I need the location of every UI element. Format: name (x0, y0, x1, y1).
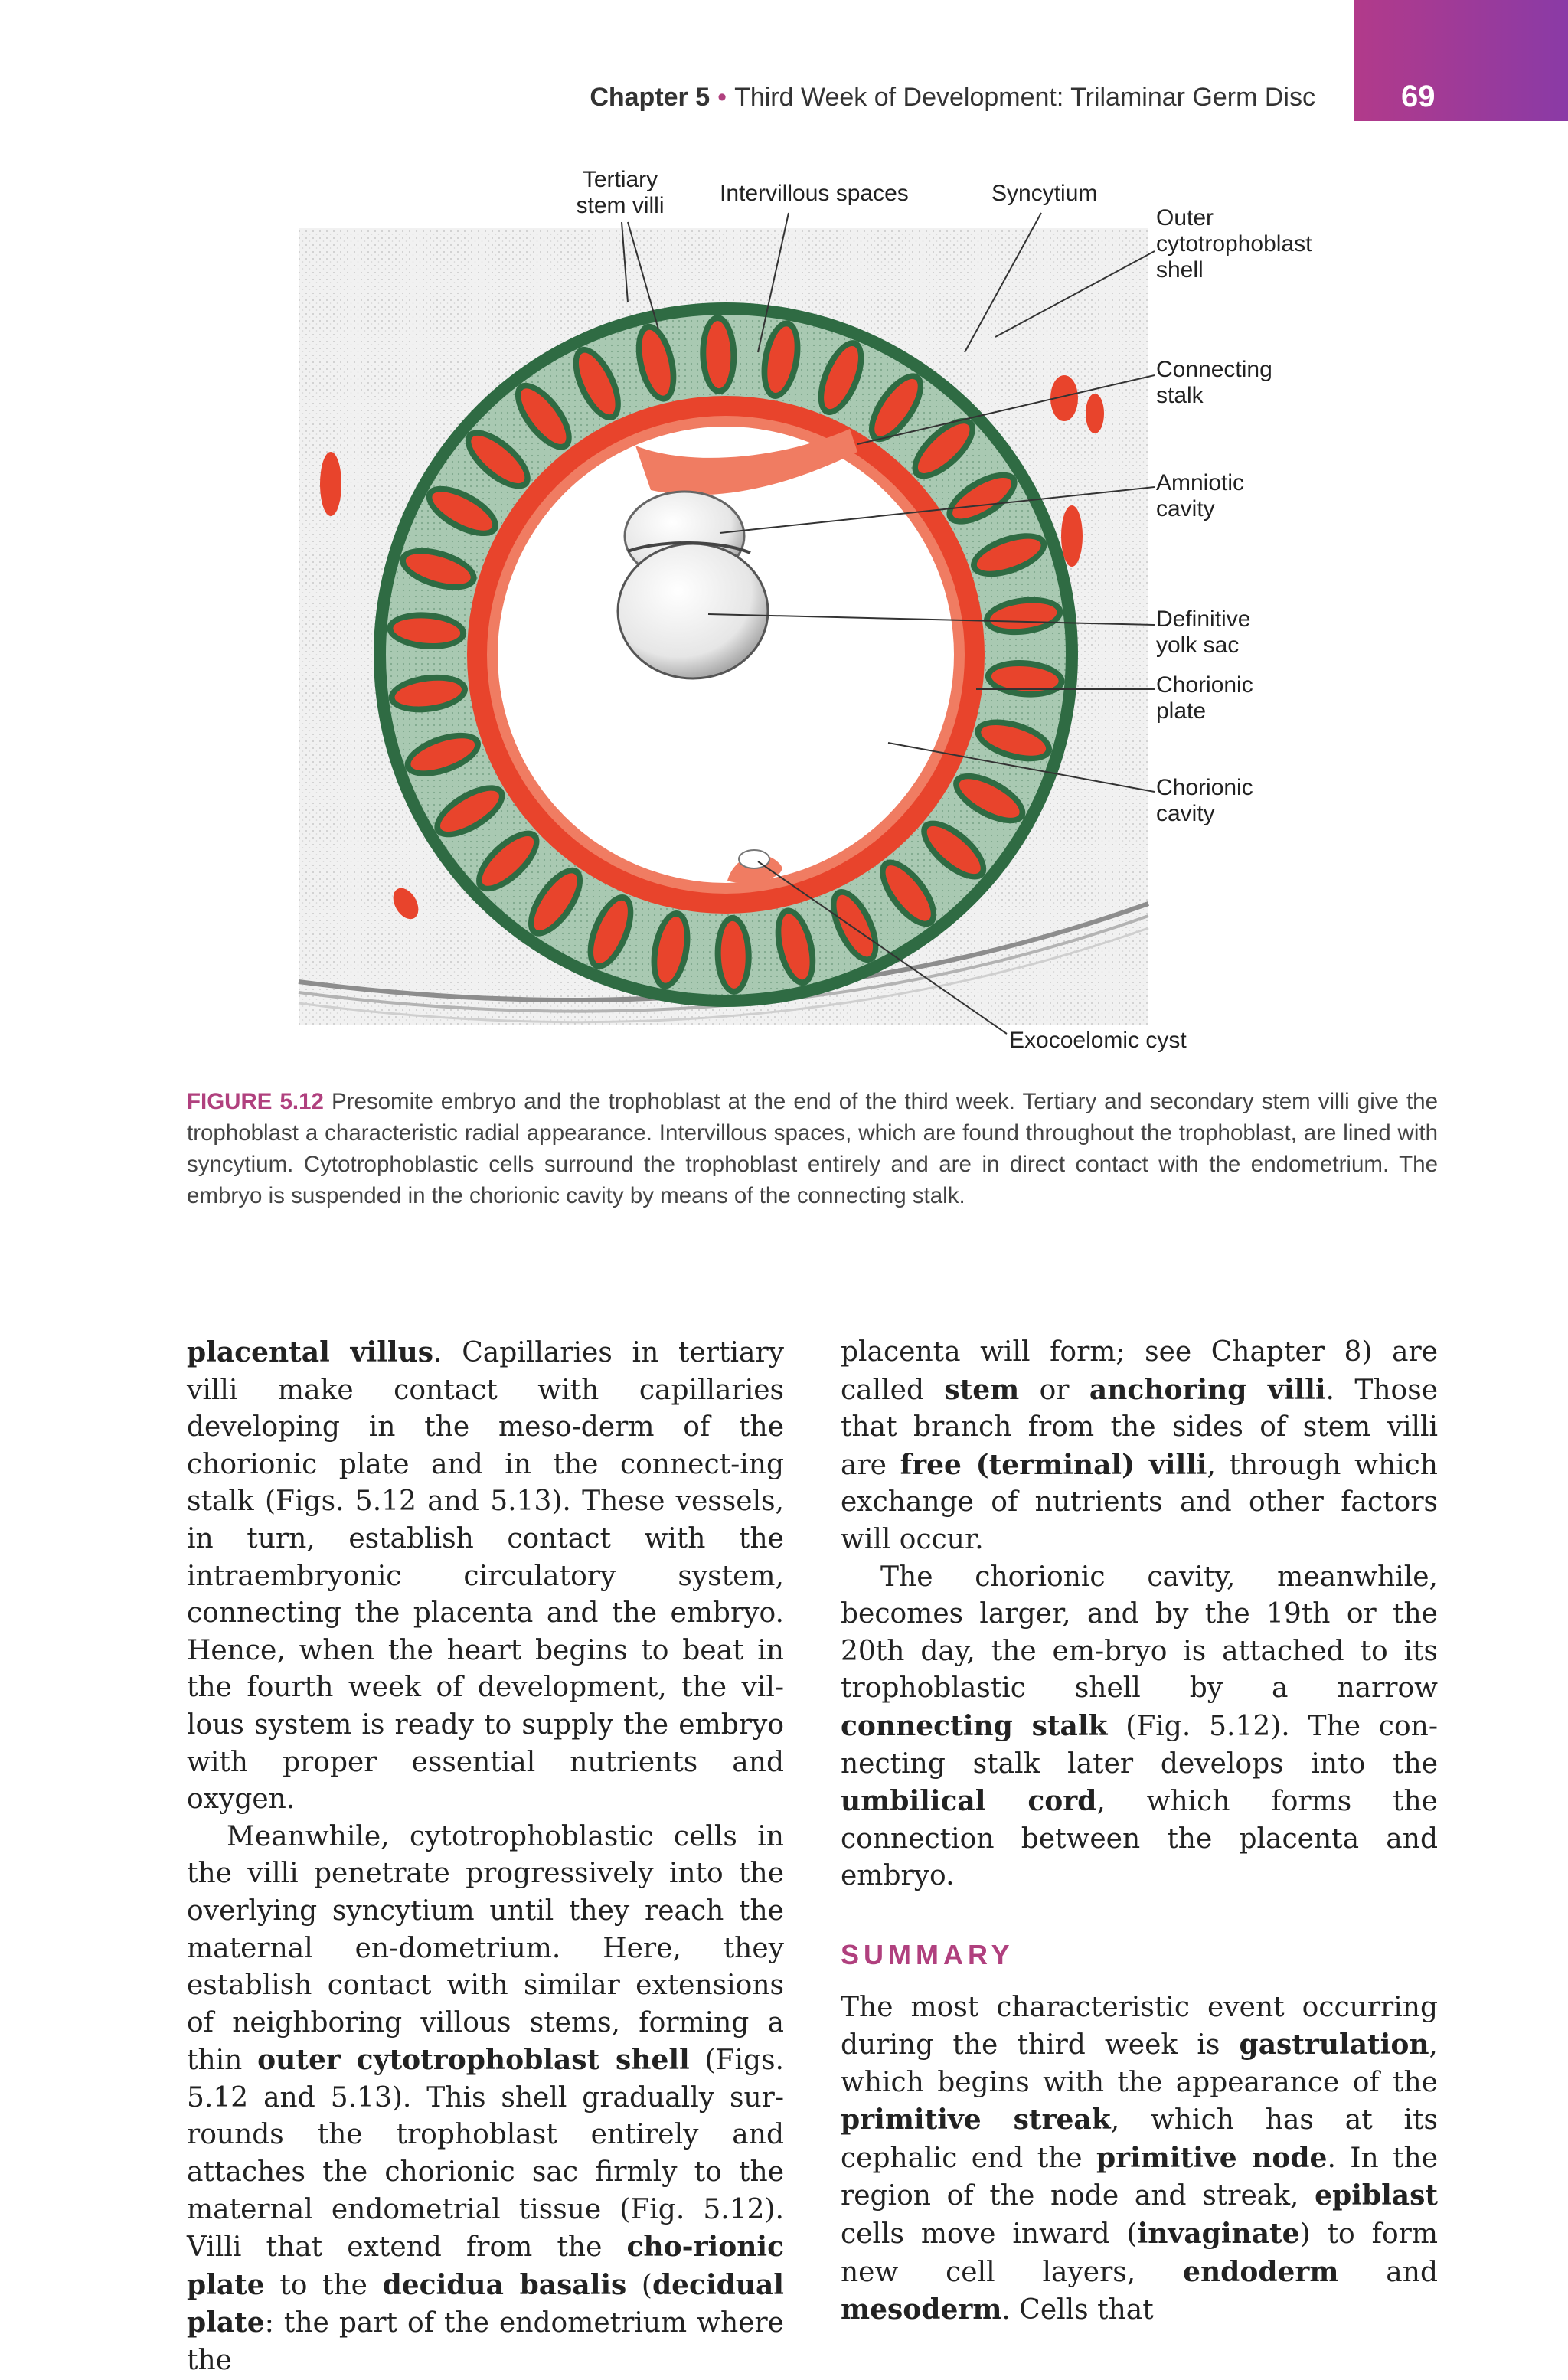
paragraph (187, 1819, 784, 2380)
text-run: ) to form new cell layers, (841, 2218, 1439, 2288)
page-number: 69 (1401, 80, 1436, 113)
text-run: The most characteristic event occurring during the third week is (841, 1991, 1438, 2061)
text-run: to the (264, 2269, 383, 2301)
label-tertiary-stem-villi: Tertiary stem villi (576, 167, 665, 218)
text-run: . Capillaries in tertiary villi make contact with capillaries developing in the meso-derm of the chorionic plate and in the connect-ing stalk (Figs. 5.12 and 5.13). These vessels, in turn, establish contact with the intraembryonic circulatory system, connecting the placenta and the embryo. Hence, when the heart begins to beat in the fourth week of development, the vil-lous system is ready to supply the embryo with proper essential nutrients and oxygen. (187, 1337, 784, 1816)
bold-term: outer cytotrophoblast shell (257, 2044, 690, 2077)
definitive-yolk-sac (618, 544, 768, 678)
label-chorionic-plate: Chorionic plate (1156, 672, 1253, 724)
label-intervillous-spaces: Intervillous spaces (720, 181, 909, 206)
paragraph (187, 1334, 784, 1819)
figure-caption (187, 1086, 1438, 1211)
chapter-title: Third Week of Development: Trilaminar Germ Disc (734, 83, 1315, 112)
label-syncytium: Syncytium (991, 181, 1098, 206)
paragraph (841, 1559, 1438, 1895)
label-exocoelomic-cyst: Exocoelomic cyst (1009, 1028, 1187, 1053)
bold-term: mesoderm (841, 2293, 1002, 2326)
page-number-tab (1354, 0, 1568, 121)
paragraph (841, 1334, 1438, 1559)
bold-term: endoderm (1183, 2255, 1339, 2288)
page-header (0, 0, 1568, 121)
bold-term: free (terminal) villi (900, 1448, 1207, 1481)
text-run: placenta will form; see Chapter 8) are called (841, 1336, 1438, 1406)
text-run: : the part of the endometrium where the (187, 2307, 784, 2377)
text-run: . Cells that (1001, 2294, 1154, 2326)
text-run: , which forms the connection between the placenta and embryo. (841, 1786, 1438, 1892)
bold-term: primitive streak (841, 2104, 1111, 2136)
bold-term: placental villus (187, 1336, 434, 1368)
bold-term: gastrulation (1239, 2029, 1429, 2061)
label-amniotic-cavity: Amniotic cavity (1156, 470, 1245, 521)
label-chorionic-cavity: Chorionic cavity (1156, 775, 1253, 826)
figure-label: FIGURE 5.12 (187, 1089, 324, 1114)
summary-heading: SUMMARY (841, 1938, 1014, 1970)
text-run: (Figs. 5.12 and 5.13). This shell gradually sur-rounds the trophoblast entirely and attaches the chorionic sac firmly to the maternal endometrial tissue (Fig. 5.12). Villi that extend from the (187, 2045, 784, 2264)
text-run: or (1019, 1374, 1089, 1406)
text-run: cells move inward ( (841, 2218, 1138, 2251)
paragraph (841, 1989, 1438, 2329)
bold-term: umbilical cord (841, 1785, 1097, 1818)
bold-term: connecting stalk (841, 1709, 1108, 1742)
running-head (590, 83, 1315, 113)
text-run: , which has at its cephalic end the (841, 2104, 1439, 2174)
body-column-right (841, 1334, 1438, 2329)
bold-term: invaginate (1137, 2218, 1300, 2251)
body-column-left (187, 1334, 784, 2380)
text-run: , which begins with the appearance of the (841, 2029, 1438, 2098)
text-run: and (1338, 2256, 1438, 2288)
text-run: ( (626, 2269, 652, 2301)
text-run: , through which exchange of nutrients and other factors will occur. (841, 1449, 1438, 1555)
text-run: . In the region of the node and streak, (841, 2142, 1439, 2212)
chapter-number: Chapter 5 (590, 83, 710, 112)
bold-term: decidual plate (187, 2268, 784, 2339)
bold-term: decidua basalis (382, 2268, 627, 2301)
bold-term: cho-rionic plate (187, 2231, 784, 2301)
bold-term: anchoring villi (1089, 1373, 1326, 1406)
text-run: The chorionic cavity, meanwhile, becomes larger, and by the 19th or the 20th day, the em-bryo is attached to its trophoblastic shell by a narrow (841, 1561, 1438, 1705)
separator-dot: • (717, 83, 727, 112)
text-run: . Those that branch from the sides of stem villi are (841, 1374, 1438, 1481)
label-connecting-stalk: Connecting stalk (1156, 357, 1272, 408)
text-run: Meanwhile, cytotrophoblastic cells in the villi penetrate progressively into the overlying syncytium until they reach the maternal en-dometrium. Here, they establish contact with similar extensions of neighboring villous stems, forming a thin (187, 1820, 784, 2077)
caption-text: Presomite embryo and the trophoblast at the end of the third week. Tertiary and secondary stem villi give the trophoblast a characteristic radial appearance. Intervillous spaces, which are found throughout the trophoblast, are lined with syncytium. Cytotrophoblastic cells surround the trophoblast entirely and are in direct contact with the endometrium. The embryo is suspended in the chorionic cavity by means of the connecting stalk. (187, 1089, 1438, 1208)
figure-5-12 (291, 153, 1363, 1072)
text-run: (Fig. 5.12). The con-necting stalk later develops into the (841, 1710, 1438, 1780)
label-definitive-yolk-sac: Definitive yolk sac (1156, 606, 1251, 658)
bold-term: stem (944, 1373, 1020, 1406)
label-outer-shell: Outer cytotrophoblast shell (1156, 205, 1312, 283)
bold-term: epiblast (1315, 2179, 1438, 2212)
bold-term: primitive node (1096, 2141, 1328, 2174)
